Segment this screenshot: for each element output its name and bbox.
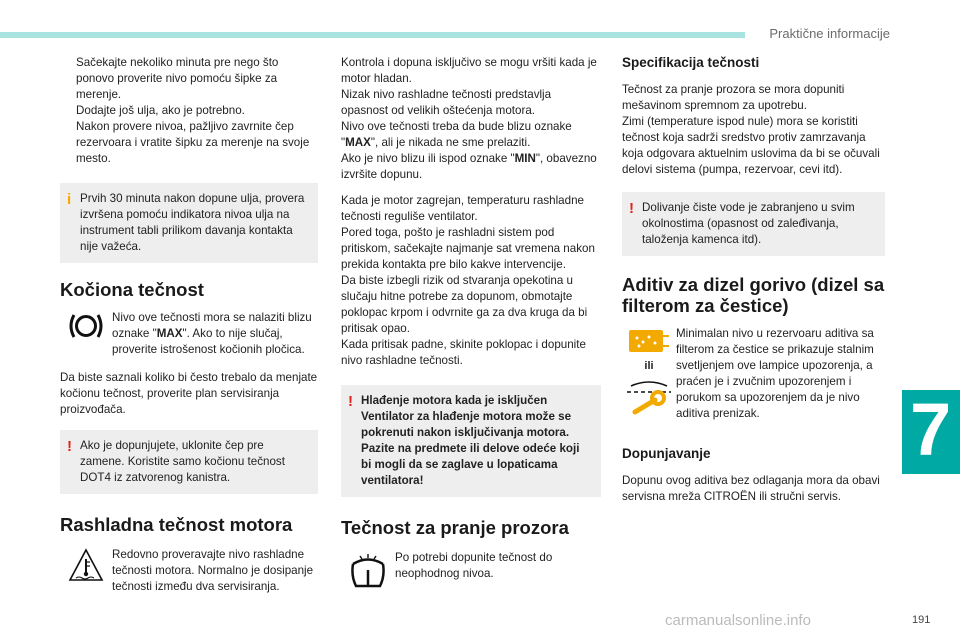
brake-warning-icon [60, 310, 112, 342]
additive-section [622, 326, 885, 422]
refill-paragraph: Dopunu ovog aditiva bez odlaganja mora da obavi servisna mreža CITROËN ili stručni servis. [622, 474, 880, 503]
coolant-section [60, 547, 318, 595]
coolant-heading: Rashladna tečnost motora [60, 514, 293, 535]
spec-paragraph: Tečnost za pranje prozora se mora dopuniti mešavinom spremnom za upotrebu. Zimi (temperature ispod nule) mora se koristiti tečnost koja sadrži sredstvo protiv zamrzavanja koja odgovara aktuelnim uslovima da bi se očuvali delovi sistema (pumpa, rezervoar, cevi itd). [622, 83, 880, 176]
spec-warning-note: ! Dolivanje čiste vode je zabranjeno u svim okolnostima (opasnost od zaleđivanja, taloženja kamenca itd). [622, 192, 885, 256]
coolant-paragraph-1: Kontrola i dopuna isključivo se mogu vršiti kada je motor hladan. Nizak nivo rashladne tečnosti predstavlja opasnost od velikih oštećenja motora. Nivo ove tečnosti treba da bude blizu oznake "MAX", ali je nikada ne sme prelaziti. Ako je nivo blizu ili ispod oznake "MIN", obavezno izvršite dopunu. [341, 56, 597, 181]
bullet-list [60, 55, 318, 167]
fan-warning-note: ! Hlađenje motora kada je isključen Ventilator za hlađenje motora može se pokrenuti nakon isključivanja motora. Pazite na predmete ili delove odeće koji bi mogli da se zaglave u lopaticama ventilatora! [341, 385, 601, 497]
header-bar [0, 32, 745, 38]
additive-icons [622, 326, 676, 418]
warning-icon: ! [67, 438, 72, 455]
column-3 [622, 55, 885, 505]
coolant-paragraph-2: Kada je motor zagrejan, temperaturu rashladne tečnosti reguliše ventilator. Pored toga, pošto je rashladni sistem pod pritiskom, sačekajte najmanje sat vremena nakon prekida kontakta pre bilo kakve intervencije. Da biste izbegli rizik od stvaranja opekotina u slučaju hitne potrebe za dopunom, obmotajte poklopac krpom i odvrnite ga za dva kruga da bi pritisak opao. Kada pritisak padne, skinite poklopac i dopunite nivo rashladne tečnosti. [341, 194, 595, 367]
coolant-warning-icon [60, 547, 112, 585]
diesel-additive-icon [622, 326, 676, 356]
info-note: i Prvih 30 minuta nakon dopune ulja, provera izvršena pomoću indikatora nivoa ulja na instrument tabli prilikom davanja kontakta nije važeća. [60, 183, 318, 263]
coolant-text: Redovno proveravajte nivo rashladne tečnosti motora. Normalno je dosipanje tečnosti između dva servisiranja. [112, 548, 314, 593]
or-label: ili [644, 360, 654, 372]
info-icon: i [67, 191, 72, 208]
washer-heading: Tečnost za pranje prozora [341, 517, 569, 538]
brake-section [60, 310, 318, 358]
warning-icon: ! [348, 393, 353, 410]
list-item: Sačekajte nekoliko minuta pre nego što ponovo proverite nivo pomoću šipke za merenje. [76, 56, 279, 101]
watermark: carmanualsonline.info [665, 612, 811, 629]
washer-section [341, 550, 601, 590]
brake-text: Nivo ove tečnosti mora se nalaziti blizu oznake "MAX". Ako to nije slučaj, proverite istrošenost kočionih pločica. [112, 311, 312, 356]
brake-heading: Kočiona tečnost [60, 279, 204, 300]
washer-text: Po potrebi dopunite tečnost do neophodnog nivoa. [395, 551, 553, 580]
refill-heading: Dopunjavanje [622, 446, 711, 461]
section-title: Praktične informacije [769, 26, 890, 41]
service-wrench-icon [622, 376, 676, 418]
column-1 [60, 55, 318, 595]
list-item: Nakon provere nivoa, pažljivo zavrnite čep rezervoara i vratite šipku za merenje na svoje mesto. [76, 120, 310, 165]
page-number: 191 [912, 614, 931, 626]
additive-heading: Aditiv za dizel gorivo (dizel sa filterom za čestice) [622, 274, 885, 316]
column-2 [341, 55, 601, 590]
brake-paragraph: Da biste saznali koliko bi često trebalo da menjate kočionu tečnost, proverite plan servisiranja proizvođača. [60, 371, 318, 416]
additive-text: Minimalan nivo u rezervoaru aditiva sa filterom za čestice se prikazuje stalnim svetljenjem ove lampice upozorenja, a praćen je i zvučnim upozorenjem i porukom sa upozorenjem da je nivo aditiva prenizak. [676, 327, 874, 420]
brake-warning-note: ! Ako je dopunjujete, uklonite čep pre zamene. Koristite samo kočionu tečnost DOT4 iz zatvorenog kanistra. [60, 430, 318, 494]
chapter-number: 7 [910, 388, 952, 471]
washer-fluid-icon [341, 550, 395, 590]
spec-heading: Specifikacija tečnosti [622, 55, 760, 70]
warning-icon: ! [629, 200, 634, 217]
list-item: Dodajte još ulja, ako je potrebno. [76, 104, 245, 117]
